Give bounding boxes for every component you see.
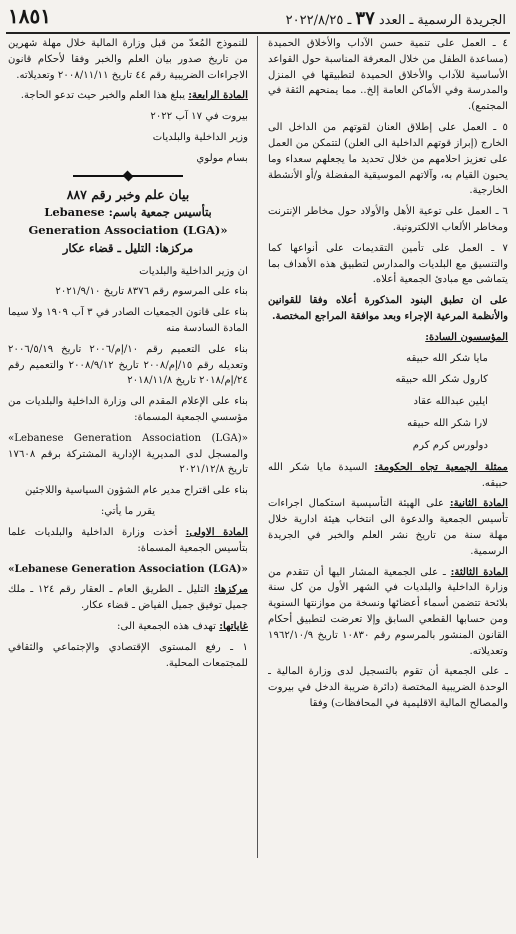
goal-item-5: ٥ ـ العمل على إطلاق العنان لقوتهم من الداخل الى الخارج (إبراز قوتهم الداخلية الى العلن) لتتمكن من العمل على تعزيز احلامهم من خلال تحديد ما يجعلهم سعداء وما يحبون القيام به، وآلاتهم الموسيقية المفضلة و/أو الأنشطة الخارجية. bbox=[268, 122, 508, 197]
article-2-text: على الهيئة التأسيسية استكمال اجراءات تأسيس الجمعية والدعوة الى انتخاب هيئة ادارية خلال مهلة سنة من تاريخ نشر العلم والخبر في الجريدة الرسمية. bbox=[268, 498, 508, 557]
goals bbox=[8, 619, 248, 635]
preamble-line: بناء على قانون الجمعيات الصادر في ٣ آب ١٩٠٩ ولا سيما المادة السادسة منه bbox=[8, 307, 248, 334]
founder-name: مايا شكر الله حبيقه bbox=[406, 352, 488, 364]
article-3-label: المادة الثالثة: bbox=[450, 565, 508, 578]
apply-note: على ان تطبق البنود المذكورة أعلاه وفقا للقوانين والأنظمة المرعية الإجراء وبعد موافقة المراجع المختصة. bbox=[268, 294, 508, 322]
notice-subtitle-2: Generation Association (LGA)» bbox=[28, 222, 228, 237]
article-2 bbox=[268, 496, 508, 559]
article-3 bbox=[268, 565, 508, 660]
goals-text: تهدف هذه الجمعية الى: bbox=[117, 620, 220, 632]
section-divider bbox=[73, 173, 183, 179]
preamble-line: بناء على اقتراح مدير عام الشؤون السياسية واللاجئين bbox=[24, 485, 248, 497]
continued-text: للنموذج المُعدّ من قبل وزارة المالية خلال مهلة شهرين من تاريخ صدور بيان العلم والخبر وفقا لأحكام قانون الاجراءات الضريبية رقم ٤٤ تاريخ ٢٠٠٨/١١/١١ وتعديلاته. bbox=[8, 38, 248, 81]
founders-list bbox=[268, 351, 508, 454]
minister-name: بسام مولوي bbox=[196, 152, 248, 164]
preamble-line: بناء على التعميم رقم ١٠/إم/٢٠٠٦ تاريخ ٢٠٠٦/٥/١٩ وتعديله رقم ١٥/إم/٢٠٠٨ تاريخ ٢٠٠٨/٩/١٢ والتعميم رقم ٢٤/إم/٢٠١٨ تاريخ ٢٠١٨/١١/٨ bbox=[8, 343, 248, 387]
right-column bbox=[268, 36, 508, 906]
association-name: «Lebanese Generation Association (LGA)» bbox=[8, 562, 248, 575]
decides-line: يقرر ما يأتي: bbox=[100, 506, 156, 518]
founder-name: ايلين عبدالله عقاد bbox=[413, 396, 488, 408]
headquarters-text: التليل ـ الطريق العام ـ العقار رقم ١٢٤ ـ ملك جميل توفيق جميل الفياض ـ قضاء عكار. bbox=[8, 584, 248, 612]
founders-heading: المؤسسون السادة: bbox=[425, 330, 508, 343]
running-title bbox=[286, 8, 506, 29]
rep-text: السيدة مايا شكر الله حبيقه. bbox=[268, 461, 508, 489]
article-3-text: ـ على الجمعية المشار اليها أن تتقدم من وزارة الداخلية والبلديات في الشهر الأول من كل سنة بلائحة تتضمن أسماء أعضائها ونسخة من موازنتها السنوية ومن حسابها القطعي السابق وإلا تعرضت لتطبيق أحكام القانون المنشور بالمرسوم رقم ١٠٨٣٠ تاريخ ١٩٦٢/١٠/٩ وتعديلاته. bbox=[268, 566, 508, 657]
preamble-line: بناء على المرسوم رقم ٨٣٧٦ تاريخ ٢٠٢١/٩/١٠ bbox=[55, 286, 248, 298]
issue-date: ـ ٢٠٢٢/٨/٢٥ bbox=[285, 13, 352, 28]
publication-name: الجريدة الرسمية ـ العدد bbox=[378, 13, 506, 28]
headquarters-label: مركزها: bbox=[214, 583, 248, 596]
goal-item-4: ٤ ـ العمل على تنمية حسن الآداب والأخلاق الحميدة (مساعدة الطفل من خلال المعرفة المناسبة حول القواعد الأساسية للآداب والأخلاق الحميدة لتطبيقها في المنزل والمدرسة وفي الأماكن العامة إلخ.. مما يمنحهم الثقة في المجتمع). bbox=[268, 38, 508, 113]
registration-note: ـ على الجمعية أن تقوم بالتسجيل لدى وزارة المالية ـ الوحدة الضريبية المختصة (دائرة ضريبة الدخل في بيروت والمصالح المالية الاقليمية في المحافظات) وفقا bbox=[268, 666, 508, 710]
founder-name: دولورس كرم كرم bbox=[412, 439, 488, 451]
signature-place-date: بيروت في ١٧ آب ٢٠٢٢ bbox=[150, 111, 248, 123]
notice-headquarters: مركزها: التليل ـ قضاء عكار bbox=[62, 240, 194, 255]
headquarters bbox=[8, 582, 248, 614]
preamble-line: بناء على الإعلام المقدم الى وزارة الداخلية والبلديات من مؤسسي الجمعية المسماة: bbox=[8, 396, 248, 423]
page-header bbox=[6, 4, 510, 30]
preamble-line: ان وزير الداخلية والبلديات bbox=[139, 265, 248, 277]
article-4-label: المادة الرابعة: bbox=[188, 89, 248, 102]
article-1-text: أخذت وزارة الداخلية والبلديات علما بتأسيس الجمعية المسماة: bbox=[8, 526, 248, 554]
page-number: ١٨٥١ bbox=[8, 4, 51, 28]
founder-name: كارول شكر الله حبيقه bbox=[395, 374, 488, 386]
founder-name: لارا شكر الله حبيقه bbox=[407, 418, 488, 430]
notice-title: بيان علم وخبر رقم ٨٨٧ bbox=[66, 186, 190, 202]
goal-item-1: ١ ـ رفع المستوى الإقتصادي والإجتماعي والثقافي للمجتمعات المحلية. bbox=[8, 641, 248, 669]
preamble-line: «Lebanese Generation Association (LGA)» والمسجل لدى المديرية الإدارية المشتركة برقم ١٧٦٠٨ تاريخ ٢٠٢١/١٢/٨ bbox=[8, 432, 248, 476]
minister-title: وزير الداخلية والبلديات bbox=[152, 132, 248, 144]
column-divider bbox=[257, 36, 258, 858]
article-2-label: المادة الثانية: bbox=[449, 497, 508, 510]
article-4 bbox=[8, 88, 248, 104]
rep-label: ممثلة الجمعية تجاه الحكومة: bbox=[374, 460, 508, 473]
issue-number: ٣٧ bbox=[355, 8, 375, 29]
header-rule bbox=[6, 32, 510, 34]
goal-item-7: ٧ ـ العمل على تأمين التقديمات على أنواعها كما والتنسيق مع البلديات والمدارس لتطبيق هذه الأهداف بما يتماشى مع مبادئ الجمعية أعلاه. bbox=[268, 242, 508, 286]
notice-subtitle-1: بتأسيس جمعية باسم: Lebanese bbox=[44, 205, 212, 220]
left-column bbox=[8, 36, 248, 906]
article-4-text: يبلغ هذا العلم والخبر حيث تدعو الحاجة. bbox=[20, 90, 189, 102]
goals-label: غاياتها: bbox=[219, 619, 248, 632]
article-1-label: المادة الاولى: bbox=[185, 525, 248, 538]
government-representative bbox=[268, 460, 508, 492]
goal-item-6: ٦ ـ العمل على توعية الأهل والأولاد حول مخاطر الإنترنت ومخاطر الألعاب الالكترونية. bbox=[268, 206, 508, 233]
article-1 bbox=[8, 525, 248, 557]
